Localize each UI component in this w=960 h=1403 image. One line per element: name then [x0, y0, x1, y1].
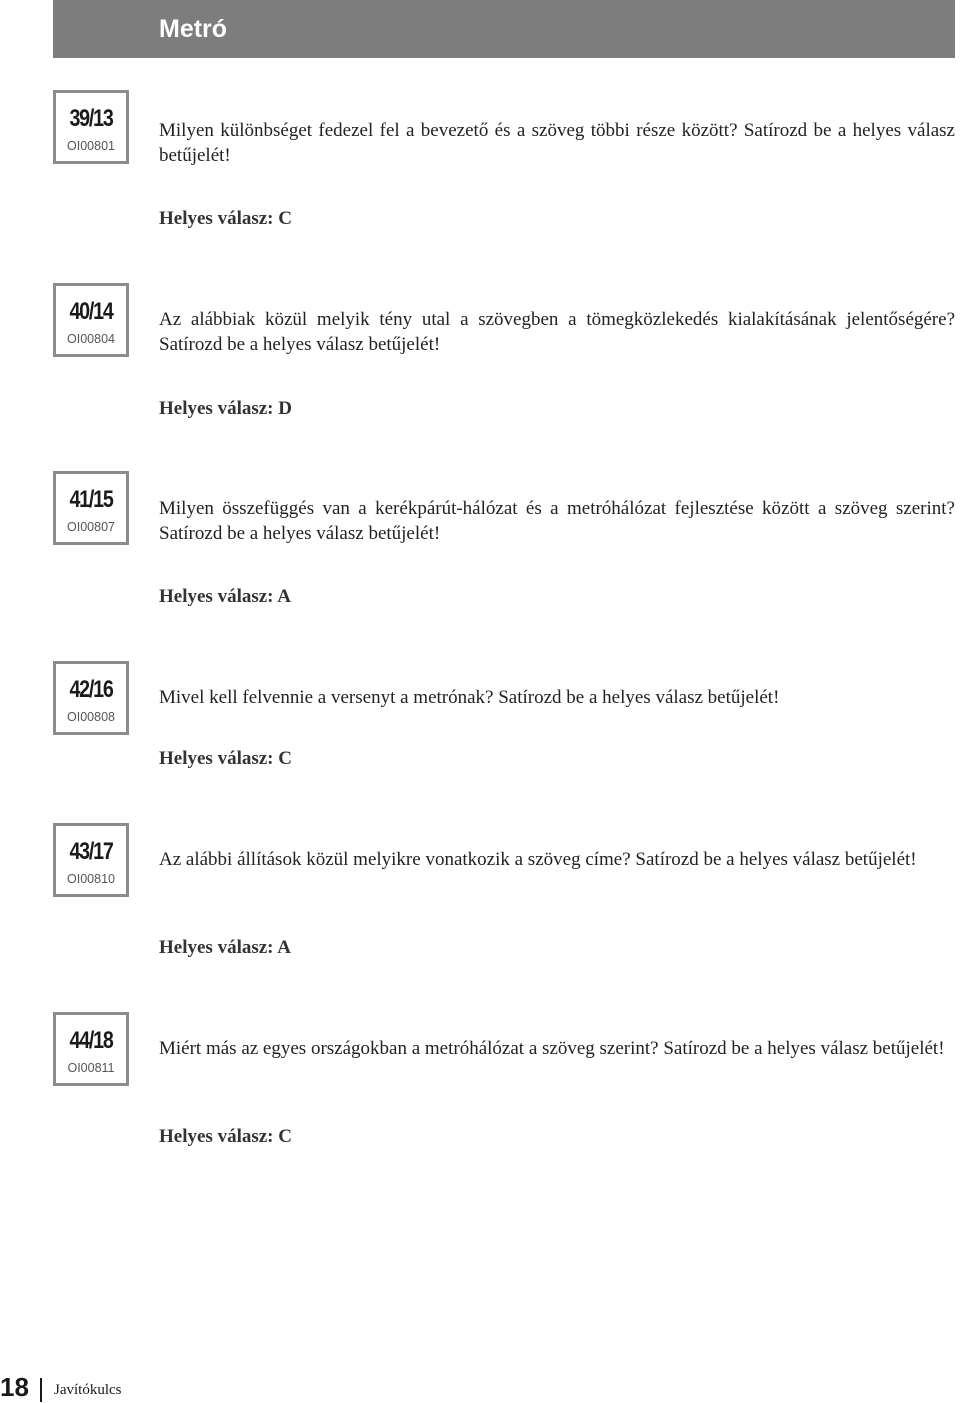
question-number: 43/17 — [69, 838, 113, 865]
question-number-box — [53, 471, 129, 545]
question-number-box — [53, 1012, 129, 1086]
correct-answer: Helyes válasz: C — [159, 748, 292, 769]
footer-divider — [40, 1378, 42, 1402]
question-code: OI00808 — [67, 710, 115, 724]
question-number: 42/16 — [69, 676, 113, 703]
page-title: Metró — [53, 0, 955, 58]
correct-answer: Helyes válasz: C — [159, 208, 292, 229]
question-text: Az alábbi állítások közül melyikre vonatkozik a szöveg címe? Satírozd be a helyes válasz betűjelét! — [159, 849, 917, 870]
question-text: Mivel kell felvennie a versenyt a metrónak? Satírozd be a helyes válasz betűjelét! — [159, 687, 780, 708]
correct-answer: Helyes válasz: C — [159, 1126, 292, 1147]
question-number-box — [53, 283, 129, 357]
correct-answer: Helyes válasz: D — [159, 398, 292, 419]
question-text: Az alábbiak közül melyik tény utal a szövegben a tömegközlekedés kialakításának jelentőségére? Satírozd be a helyes válasz betűjelét! — [159, 309, 955, 355]
question-code: OI00810 — [67, 872, 115, 886]
correct-answer: Helyes válasz: A — [159, 937, 291, 958]
question-code: OI00807 — [67, 520, 115, 534]
question-number: 44/18 — [69, 1027, 113, 1054]
page-number: 18 — [0, 1372, 29, 1402]
question-text: Miért más az egyes országokban a metróhálózat a szöveg szerint? Satírozd be a helyes válasz betűjelét! — [159, 1038, 945, 1059]
footer-label: Javítókulcs — [54, 1382, 122, 1398]
question-number: 41/15 — [69, 486, 113, 513]
question-code: OI00811 — [67, 1061, 115, 1075]
question-number: 39/13 — [69, 105, 113, 132]
question-number: 40/14 — [69, 298, 113, 325]
correct-answer: Helyes válasz: A — [159, 586, 291, 607]
question-number-box — [53, 823, 129, 897]
question-number-box — [53, 661, 129, 735]
question-code: OI00804 — [67, 332, 115, 346]
question-text: Milyen különbséget fedezel fel a bevezető és a szöveg többi része között? Satírozd be a helyes válasz betűjelét! — [159, 120, 955, 166]
question-number-box — [53, 90, 129, 164]
question-text: Milyen összefüggés van a kerékpárút-hálózat és a metróhálózat fejlesztése között a szöveg szerint? Satírozd be a helyes válasz betűjelét! — [159, 498, 955, 544]
question-code: OI00801 — [67, 139, 115, 153]
